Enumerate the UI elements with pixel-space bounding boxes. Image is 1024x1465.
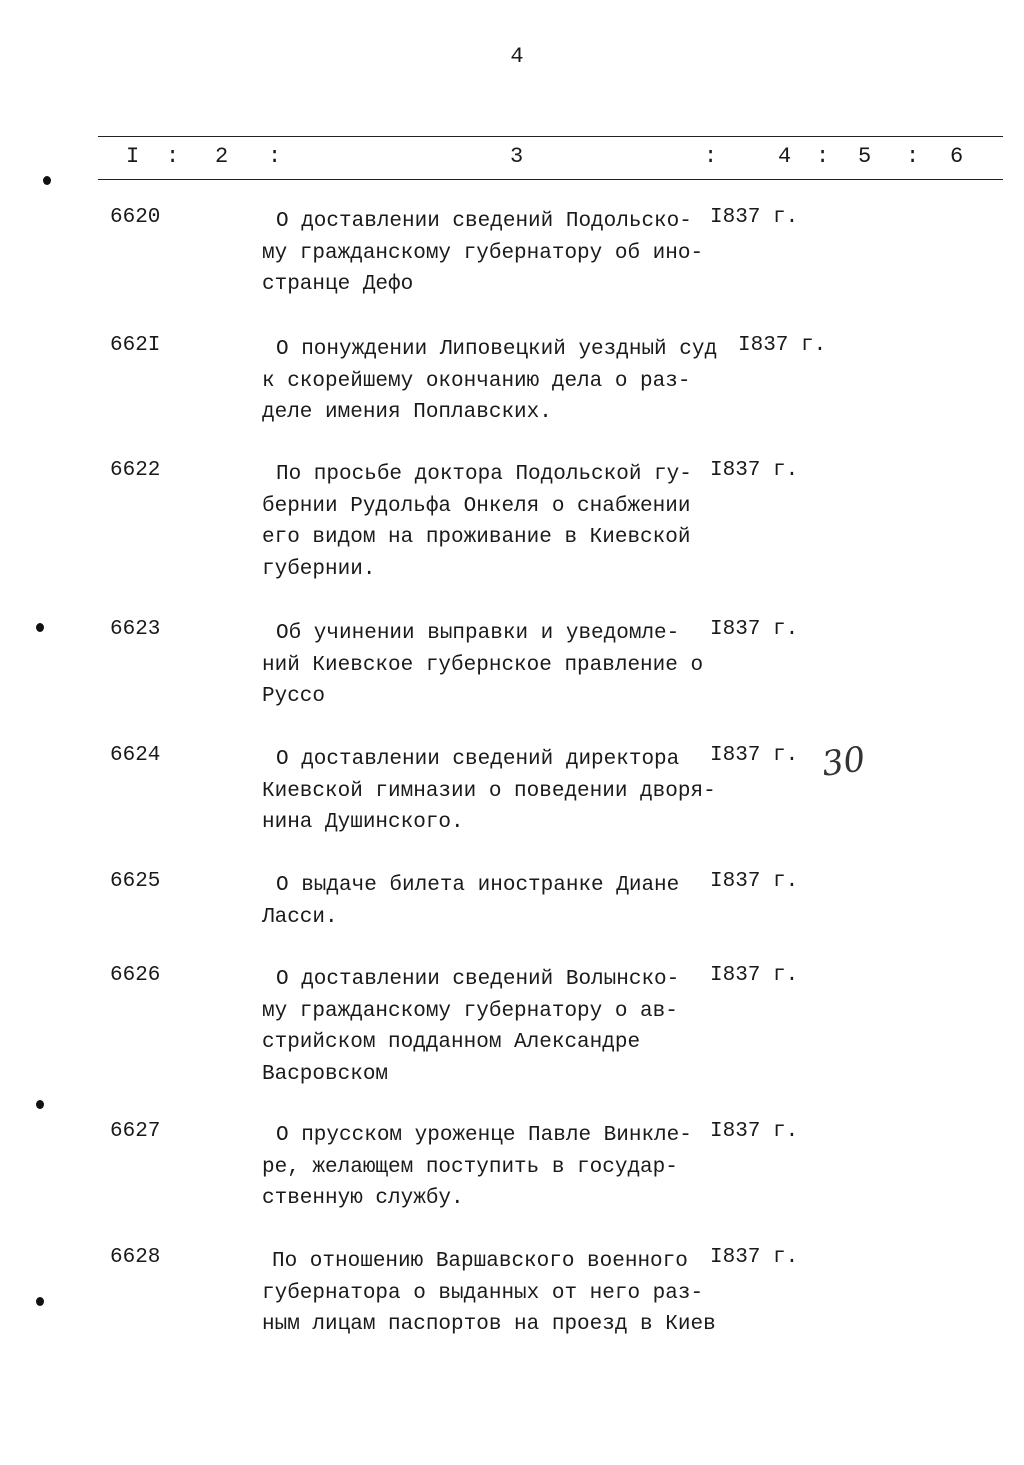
column-header-6: 6	[950, 144, 964, 169]
binding-hole-dot	[43, 176, 51, 185]
column-header-2: 2	[215, 144, 229, 169]
column-header-1: I	[126, 144, 140, 169]
entry-number: 6628	[110, 1246, 161, 1269]
page-number: 4	[510, 44, 524, 69]
entry-year: I837 г.	[710, 206, 799, 229]
entry-title: О прусском уроженце Павле Винкле- ре, желающем поступить в государ- ственную службу.	[262, 1124, 692, 1210]
binding-hole-dot	[36, 1100, 44, 1109]
entry-title: О выдаче билета иностранке Диане Ласси.	[262, 874, 680, 929]
binding-hole-dot	[36, 1297, 44, 1306]
entry-year: I837 г.	[738, 334, 827, 357]
handwritten-mark: 30	[819, 739, 868, 785]
column-header-row: I : 2 : 3 : 4 : 5 : 6	[126, 144, 964, 169]
column-header-3: 3	[510, 144, 524, 169]
entry-number: 6620	[110, 206, 161, 229]
entry-year: I837 г.	[710, 870, 799, 893]
entry-number: 6627	[110, 1120, 161, 1143]
binding-hole-dot	[36, 623, 44, 632]
entry-title: По просьбе доктора Подольской гу- бернии Рудольфа Онкеля о снабжении его видом на проживание в Киевской губернии.	[262, 463, 692, 581]
entry-number: 6623	[110, 618, 161, 641]
entry-year: I837 г.	[710, 1120, 799, 1143]
entry-number: 662I	[110, 334, 161, 357]
entry-year: I837 г.	[710, 1246, 799, 1269]
entry-year: I837 г.	[710, 744, 799, 767]
entry-title: Об учинении выправки и уведомле- ний Киевское губернское правление о Руссо	[262, 622, 704, 708]
entry-number: 6626	[110, 964, 161, 987]
entry-number: 6622	[110, 459, 161, 482]
header-bottom-rule	[98, 179, 1003, 180]
column-header-5: 5	[858, 144, 872, 169]
entry-title: О доставлении сведений Волынско- му гражданскому губернатору о ав- стрийском подданном Александре Васровском	[262, 968, 680, 1086]
entry-title: По отношению Варшавского военного губернатора о выданных от него раз- ным лицам паспортов на проезд в Киев	[262, 1250, 716, 1336]
entry-number: 6624	[110, 744, 161, 767]
entry-year: I837 г.	[710, 459, 799, 482]
entry-title: О доставлении сведений Подольско- му гражданскому губернатору об ино- странце Дефо	[262, 210, 704, 296]
column-header-4: 4	[778, 144, 792, 169]
entry-title: О понуждении Липовецкий уездный суд к скорейшему окончанию дела о раз- деле имения Поплавских.	[262, 338, 718, 424]
entry-year: I837 г.	[710, 964, 799, 987]
entry-number: 6625	[110, 870, 161, 893]
entry-title: О доставлении сведений директора Киевской гимназии о поведении дворя- нина Душинского.	[262, 748, 716, 834]
header-top-rule	[98, 136, 1003, 137]
entry-year: I837 г.	[710, 618, 799, 641]
